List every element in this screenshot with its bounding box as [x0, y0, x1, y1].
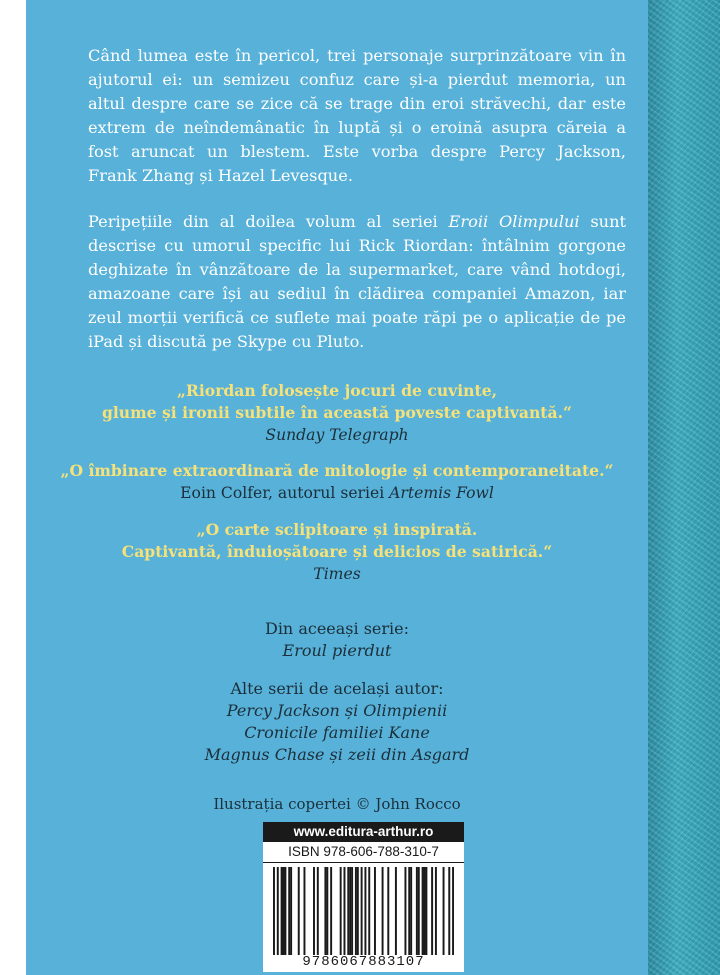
barcode-bar	[290, 867, 292, 955]
barcode-bar	[343, 867, 345, 955]
text-fragment: Peripețiile din al doilea volum al seriei	[88, 212, 449, 231]
text-line: extrem de neîndemânatic în luptă și o eroină asupra căreia a	[88, 118, 626, 137]
barcode-bar	[330, 867, 332, 955]
barcode-bar	[410, 867, 412, 955]
barcode-bar	[277, 867, 279, 955]
barcode-bar	[418, 867, 420, 955]
barcode-box	[263, 822, 464, 972]
quote-line: glume și ironii subtile în această poveste captivantă.“	[101, 403, 572, 422]
description-paragraph-1	[88, 44, 626, 188]
barcode-bar	[284, 867, 286, 955]
text-line	[88, 210, 626, 234]
barcode-bar	[425, 867, 427, 955]
book-spine-edge	[648, 0, 720, 975]
quote-source: Sunday Telegraph	[265, 426, 409, 444]
quote-source	[26, 482, 648, 504]
text-line: altul despre care se zice că se trage din eroi străvechi, dar este	[88, 94, 626, 113]
other-series-section	[26, 678, 648, 766]
text-line: amazoane care își au sediul în clădirea companiei Amazon, iar	[88, 284, 626, 303]
barcode-bar	[435, 867, 437, 955]
barcode-bar	[313, 867, 315, 955]
barcode-bars	[273, 867, 454, 955]
barcode-bar	[424, 867, 426, 955]
barcode-bar	[349, 867, 351, 955]
barcode-bar	[364, 867, 366, 955]
barcode-bar	[382, 867, 384, 955]
barcode-bar	[283, 867, 285, 955]
quote-line: „O carte sclipitoare și inspirată.	[196, 520, 478, 539]
isbn-label: ISBN 978-606-788-310-7	[263, 842, 464, 863]
barcode-bar	[340, 867, 342, 955]
barcode-bar	[404, 867, 406, 955]
barcode-bar	[324, 867, 326, 955]
barcode-bar	[351, 867, 353, 955]
publisher-website: www.editura-arthur.ro	[263, 822, 464, 842]
text-fragment: sunt	[579, 212, 627, 231]
text-line: fost aruncat un blestem. Este vorba despre Percy Jackson,	[88, 142, 626, 161]
quote-line: „Riordan folosește jocuri de cuvinte,	[176, 381, 498, 400]
text-line: ajutorul ei: un semizeu confuz care și-a pierdut memoria, un	[88, 70, 626, 89]
barcode-bar	[303, 867, 305, 955]
barcode-bar	[357, 867, 359, 955]
barcode-digits: 9786067883107	[302, 954, 425, 970]
barcode-bar	[452, 867, 454, 955]
other-series-title: Magnus Chase și zeii din Asgard	[204, 745, 470, 764]
barcode-bar	[281, 867, 283, 955]
description-paragraph-2	[88, 210, 626, 354]
text-line: zeul morții verifică ce suflete mai poate răpi pe o aplicație de pe	[88, 308, 626, 327]
review-quote-3	[26, 519, 648, 585]
other-series-heading: Alte serii de același autor:	[230, 679, 444, 698]
barcode-bar	[387, 867, 389, 955]
barcode-bar	[395, 867, 397, 955]
barcode-bar	[408, 867, 410, 955]
barcode-bar	[347, 867, 349, 955]
barcode-bar	[416, 867, 418, 955]
barcode-bar	[368, 867, 370, 955]
same-series-section	[26, 618, 648, 662]
same-series-heading: Din aceeași serie:	[264, 619, 410, 638]
review-quote-1	[26, 380, 648, 446]
other-series-title: Percy Jackson și Olimpienii	[226, 701, 448, 720]
barcode-bar	[326, 867, 328, 955]
barcode-bar	[298, 867, 300, 955]
quote-line: Captivantă, înduioșătoare și delicios de satirică.“	[121, 542, 553, 561]
quote-source-series: Artemis Fowl	[389, 484, 494, 502]
barcode-bar	[448, 867, 450, 955]
quote-source: Times	[313, 565, 361, 583]
text-line: deghizate în vânzătoare de la supermarket, care vând hotdogi,	[88, 260, 626, 279]
text-line: Frank Zhang și Hazel Levesque.	[88, 166, 353, 185]
barcode-bar	[443, 867, 445, 955]
quote-line: „O îmbinare extraordinară de mitologie și contemporaneitate.“	[60, 461, 614, 480]
review-quote-2	[26, 460, 648, 504]
cover-illustration-credit: Ilustrația copertei © John Rocco	[213, 795, 461, 813]
barcode-bar	[288, 867, 290, 955]
barcode-bar	[422, 867, 424, 955]
barcode-bar	[273, 867, 275, 955]
barcode-bar	[361, 867, 363, 955]
text-line: descrise cu umorul specific lui Rick Riordan: întâlnim gorgone	[88, 236, 626, 255]
text-line: Când lumea este în pericol, trei personaje surprinzătoare vin în	[88, 46, 626, 65]
barcode-bar	[317, 867, 319, 955]
series-title: Eroii Olimpului	[448, 212, 580, 231]
barcode-bar	[374, 867, 376, 955]
barcode-bar	[355, 867, 357, 955]
quote-source-author: Eoin Colfer, autorul seriei	[180, 484, 390, 502]
text-line: iPad și discută pe Skype cu Pluto.	[88, 332, 365, 351]
other-series-title: Cronicile familiei Kane	[244, 723, 430, 742]
series-book-title: Eroul pierdut	[282, 641, 392, 660]
barcode-bar	[431, 867, 433, 955]
